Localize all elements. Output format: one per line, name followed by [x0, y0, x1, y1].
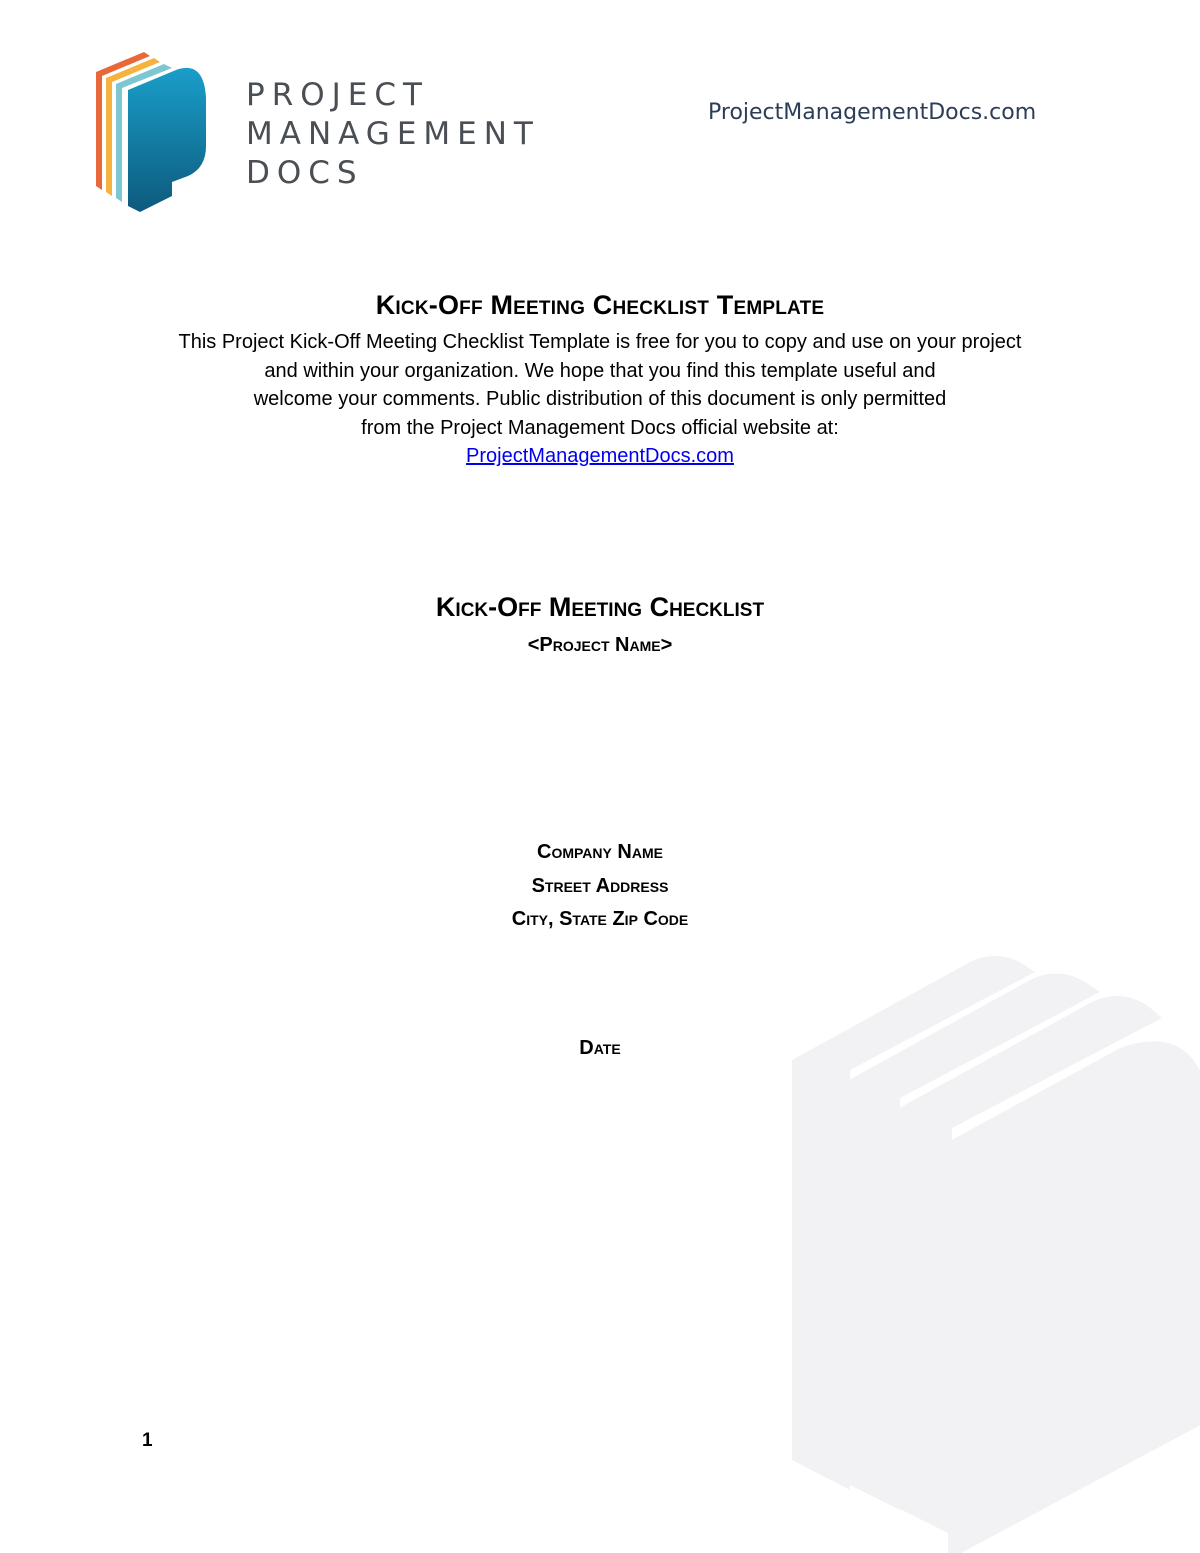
brand-line-1: PROJECT: [246, 77, 429, 113]
document-title: Kick-Off Meeting Checklist: [435, 592, 765, 622]
intro-line-3: welcome your comments. Public distribution of this document is only permitted: [253, 388, 947, 411]
intro-line-1: This Project Kick-Off Meeting Checklist Template is free for you to copy and use on your project: [178, 331, 1022, 353]
brand-wordmark: [246, 76, 540, 193]
date-label: Date: [579, 1037, 621, 1059]
brand-line-2: MANAGEMENT: [246, 116, 540, 152]
company-block: [0, 836, 1200, 937]
street-address: Street Address: [531, 874, 669, 897]
template-title: Kick-Off Meeting Checklist Template: [375, 290, 825, 320]
header-website: ProjectManagementDocs.com: [708, 100, 1037, 125]
project-management-docs-logo-icon: [92, 50, 212, 215]
website-link[interactable]: ProjectManagementDocs.com: [466, 445, 734, 468]
page-number: 1: [142, 1430, 153, 1451]
city-state-zip: City, State Zip Code: [511, 908, 689, 930]
intro-line-2: and within your organization. We hope that you find this template useful and: [264, 359, 936, 382]
intro-line-4: from the Project Management Docs official website at:: [361, 416, 839, 439]
brand-line-3: DOCS: [246, 155, 364, 191]
project-name: <Project Name>: [527, 634, 673, 656]
intro-paragraph: [120, 328, 1080, 471]
company-name: Company Name: [537, 841, 663, 863]
